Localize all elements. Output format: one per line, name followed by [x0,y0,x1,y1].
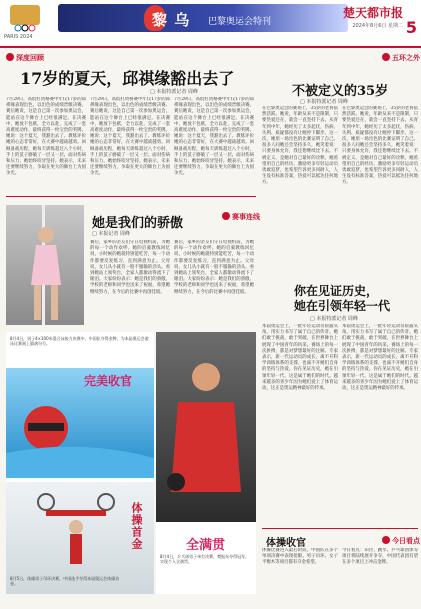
banner-subtitle: 巴黎奥运会特刊 [208,17,272,27]
pingpong-photo [156,332,256,522]
gymnast-figure-icon [6,205,84,325]
article3-col2: 赛后，家乡的亲友们守在电视机前，为她的每一个动作欢呼。她的启蒙教练回忆说，小时候的她就特别能吃苦，每一个动作都要反复练习，直到满意为止。父母说，女儿从小就有一股不服输的劲头。看到她站上领奖台，全家人都激动得流下了眼泪。大家纷纷表示：她是我们的骄傲。学校的老师和同学也送来了祝福，希望她继续努力，在今后的比赛中再创佳绩。 [174,240,254,295]
swim-caption: 8月4日，男子4×100米混合泳接力决赛中，中国队夺得金牌，为本届奥运会游泳比赛画上圆满句号。 [10,336,149,346]
olympic-rings-icon [6,4,44,34]
article1-byline: □ 本报特派记者 周峰 [150,89,198,95]
pingpong-caption: 8月4日，乒乓球男子单打决赛，樊振东夺得冠军，实现个人全满贯。 [160,554,250,564]
olympic-banner [58,4,348,32]
article3-byline: □ 本报记者 周峰 [92,231,130,237]
article1-col2: 7月29日，高低杠资格赛中年仅17岁的邱祺缘表现出色，以出色的成绩晋级决赛。赛后她说，这是自己第一次参加奥运会，能站在这个舞台上已经很满足。在决赛中，她放下包袱，全力以赴，完成了一套高难度动作，最终获得一枚宝贵的奖牌。她说：这个夏天，我豁出去了。教练评价她的心态非常好，在大赛中越战越勇。回顾备战历程，她每天训练超过八个小时，手上的茧子磨破了一层又一层。面对伤病和压力，她始终咬牙坚持。她表示，未来还要继续努力，争取在更大的舞台上为国争光。 [90,97,170,177]
article1-col3: 7月29日，高低杠资格赛中年仅17岁的邱祺缘表现出色，以出色的成绩晋级决赛。赛后她说，这是自己第一次参加奥运会，能站在这个舞台上已经很满足。在决赛中，她放下包袱，全力以赴，完成了一套高难度动作，最终获得一枚宝贵的奖牌。她说：这个夏天，我豁出去了。教练评价她的心态非常好，在大赛中越战越勇。回顾备战历程，她每天训练超过八个小时，手上的茧子磨破了一层又一层。面对伤病和压力，她始终咬牙坚持。她表示，未来还要继续努力，争取在更大的舞台上为国争光。 [174,97,254,177]
article1-col1: 7月29日，高低杠资格赛中年仅17岁的邱祺缘表现出色，以出色的成绩晋级决赛。赛后她说，这是自己第一次参加奥运会，能站在这个舞台上已经很满足。在决赛中，她放下包袱，全力以赴，完成了一套高难度动作，最终获得一枚宝贵的奖牌。她说：这个夏天，我豁出去了。教练评价她的心态非常好，在大赛中越战越勇。回顾备战历程，她每天训练超过八个小时，手上的茧子磨破了一层又一层。面对伤病和压力，她始终咬牙坚持。她表示，未来还要继续努力，争取在更大的舞台上为国争光。 [6,97,86,177]
article1-headline: 17岁的夏天，邱祺缘豁出去了 [20,69,235,88]
gymnast-photo [6,205,84,325]
article5-headline: 体操收官 [266,538,306,549]
article3-col1: 赛后，家乡的亲友们守在电视机前，为她的每一个动作欢呼。她的启蒙教练回忆说，小时候的她就特别能吃苦，每一个动作都要反复练习，直到满意为止。父母说，女儿从小就有一股不服输的劲头。看到她站上领奖台，全家人都激动得流下了眼泪。大家纷纷表示：她是我们的骄傲。学校的老师和同学也送来了祝福，希望她继续努力，在今后的比赛中再创佳绩。 [90,240,170,295]
section-tag: 今日看点 [382,536,420,546]
photo-feature-left [6,332,154,594]
article2-headline: 不被定义的35岁 [292,84,389,99]
section-tag: 赛事连线 [222,212,260,222]
paper-name: 楚天都市报 [342,6,403,20]
article4-col1: 本届奥运会上，一批年轻运动员崭露头角，用实力书写了属于自己的传奇。她们敢于挑战，敢于突破，在世界舞台上展现了中国青年的风采。赛场上的每一次拼搏，都是对梦想最好的注解。专家表示，新一代运动员的成长，离不开科学训练体系的支撑，也离不开她们自身的坚持与热爱。你在见证历史，她在引领年轻一代，这是属于她们的时代。越来越多的青少年因为她们爱上了体育运动，这正是奥运精神最好的传承。 [262,324,338,392]
paper-date: 2024年8月6日 星期二 [352,23,403,29]
masthead [0,0,421,48]
section-tag: 五环之外 [382,53,420,63]
article5-col1: 体操比赛进入最后阶段，中国队在多个单项决赛中表现抢眼。男子吊环、女子平衡木等项目都有夺金希望。 [262,548,338,566]
banner-title: 黎 乌 [152,11,191,29]
pingpong-player-icon [156,332,256,522]
divider [262,528,418,529]
section-tag: 深度回顾 [6,53,44,63]
rings-caption: 8月5日，体操男子吊环决赛，中国选手夺得本届奥运会体操首金。 [10,576,120,586]
article4-headline-line2: 她在引领年轻一代 [294,299,391,313]
article4-byline: □ 本报特派记者 周峰 [310,316,358,322]
article2-byline: □ 本报特派记者 周峰 [300,99,348,105]
divider [6,196,256,197]
photo-feature-right [156,332,256,594]
pingpong-title: 全满贯 [186,538,226,553]
article5-col2: 今日看点：田径、跳水、乒乓球团体等项目将陆续展开争夺，中国代表团有望在多个项目上冲击金牌。 [342,548,418,566]
swim-title: 完美收官 [84,374,133,388]
rings-title: 体操首金 [130,502,143,550]
article4-headline-line1: 你在见证历史， [294,284,379,298]
games-label: PARIS 2024 [4,34,33,40]
article3-headline: 她是我们的骄傲 [92,216,184,231]
page-number: 5 [405,18,417,37]
article2-col2: 在巴黎奥运会的赛场上，35岁的老将依然活跃。她说，年龄从来不是限制，只要热爱还在，就会一直坚持下去。从青年到中年，她经历了太多起伏，伤病、失利、质疑都没有让她停下脚步。这一次，她用一场出色的比赛证明了自己。很多人问她还会坚持多久，她笑着说：只要身体允许，我还想继续比下去。不被定义，是她对自己最好的诠释。她希望用自己的经历，激励更多年轻运动员勇敢追梦，也希望告诉更多同龄人，人生没有标准答案，热爱可以抵达任何地方。 [342,106,418,186]
article2-col1: 在巴黎奥运会的赛场上，35岁的老将依然活跃。她说，年龄从来不是限制，只要热爱还在，就会一直坚持下去。从青年到中年，她经历了太多起伏，伤病、失利、质疑都没有让她停下脚步。这一次，她用一场出色的比赛证明了自己。很多人问她还会坚持多久，她笑着说：只要身体允许，我还想继续比下去。不被定义，是她对自己最好的诠释。她希望用自己的经历，激励更多年轻运动员勇敢追梦，也希望告诉更多同龄人，人生没有标准答案，热爱可以抵达任何地方。 [262,106,338,186]
article4-col2: 本届奥运会上，一批年轻运动员崭露头角，用实力书写了属于自己的传奇。她们敢于挑战，敢于突破，在世界舞台上展现了中国青年的风采。赛场上的每一次拼搏，都是对梦想最好的注解。专家表示，新一代运动员的成长，离不开科学训练体系的支撑，也离不开她们自身的坚持与热爱。你在见证历史，她在引领年轻一代，这是属于她们的时代。越来越多的青少年因为她们爱上了体育运动，这正是奥运精神最好的传承。 [342,324,418,392]
